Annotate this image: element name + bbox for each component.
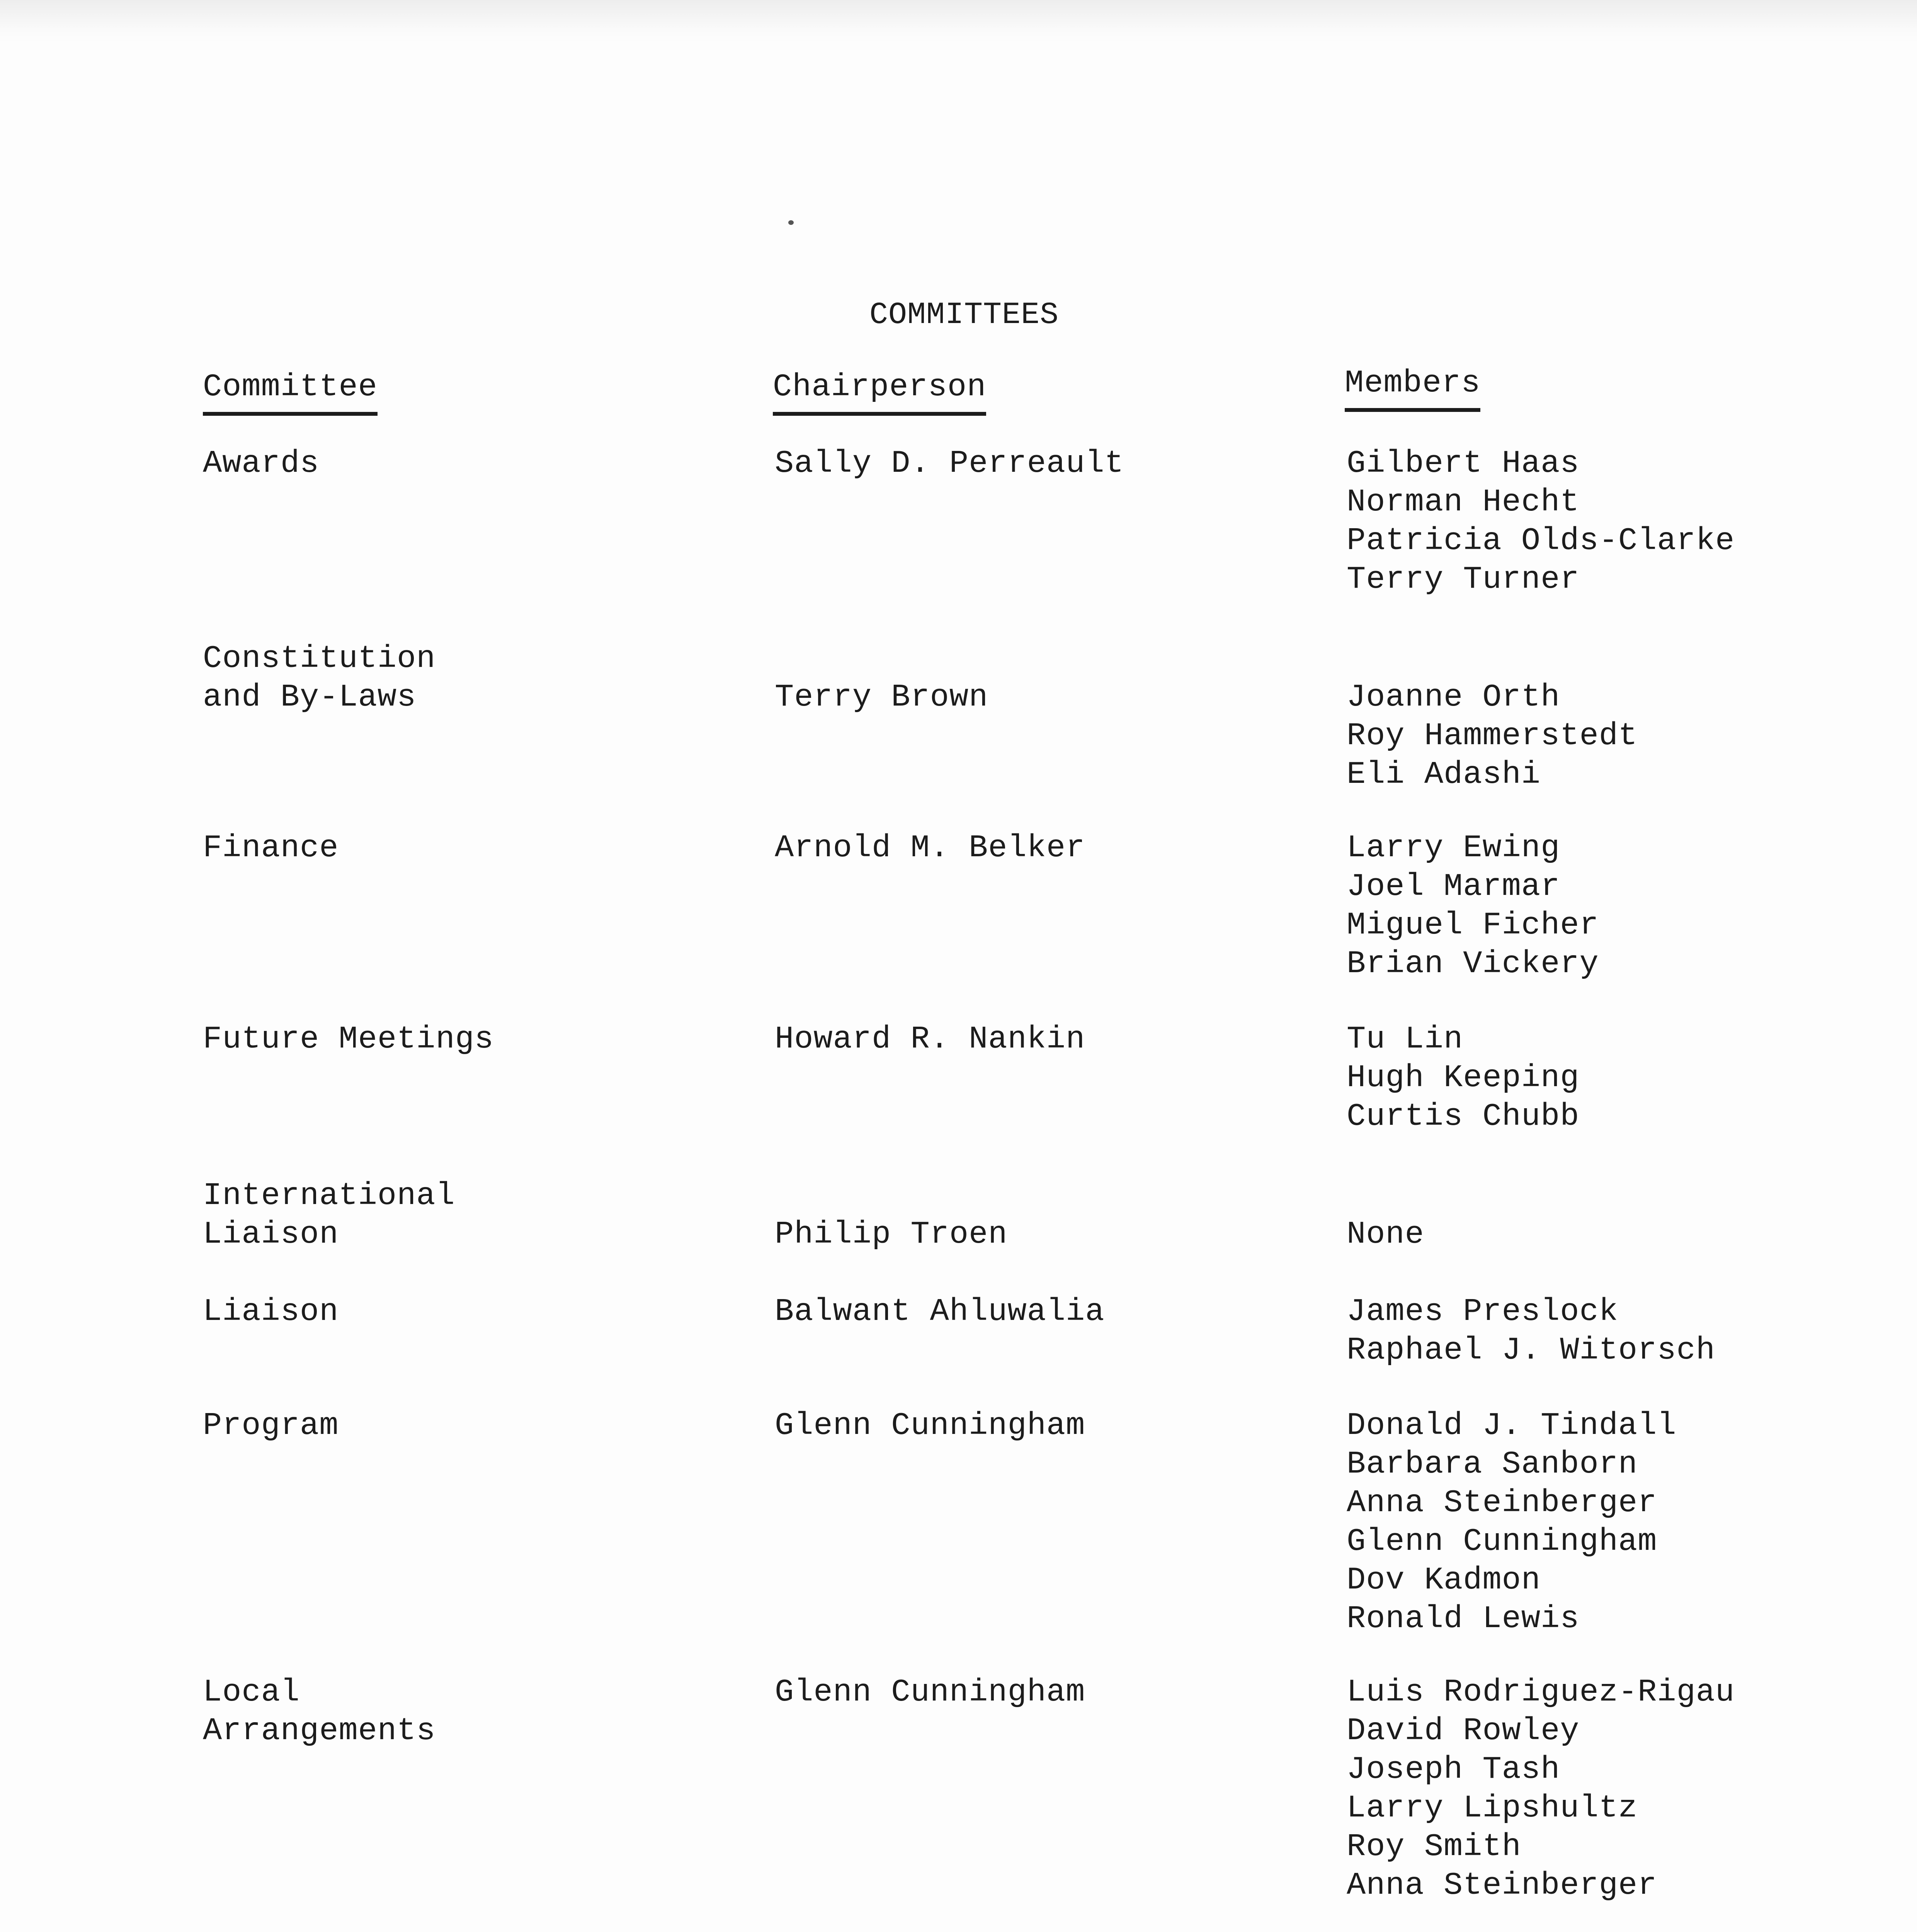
member-name: Barbara Sanborn — [1347, 1446, 1638, 1482]
member-name: Miguel Ficher — [1347, 907, 1599, 943]
member-name: Joseph Tash — [1347, 1752, 1560, 1787]
member-name: Brian Vickery — [1347, 946, 1599, 982]
header-members: Members — [1345, 365, 1480, 412]
committee-name — [203, 1293, 338, 1331]
member-name: Anna Steinberger — [1347, 1867, 1657, 1903]
member-name: None — [1347, 1216, 1424, 1252]
committee-name-line: Future Meetings — [203, 1021, 494, 1057]
member-name: Larry Ewing — [1347, 830, 1560, 866]
member-name: Ronald Lewis — [1347, 1601, 1580, 1637]
committee-name-line: Liaison — [203, 1294, 339, 1330]
committee-name-line: Liaison — [203, 1216, 339, 1252]
member-name: Tu Lin — [1347, 1021, 1463, 1057]
committee-name-line: and By-Laws — [203, 679, 417, 715]
member-name: James Preslock — [1347, 1294, 1618, 1330]
member-list — [1347, 1406, 1677, 1638]
member-name: Donald J. Tindall — [1347, 1408, 1677, 1444]
member-name: Dov Kadmon — [1347, 1562, 1541, 1598]
member-list — [1347, 1020, 1580, 1136]
chairperson: Glenn Cunningham — [775, 1408, 1085, 1444]
header-committee: Committee — [203, 369, 378, 416]
committee-name-line: Local — [203, 1674, 300, 1710]
chairperson: Howard R. Nankin — [775, 1021, 1085, 1057]
member-name: Luis Rodriguez-Rigau — [1347, 1674, 1735, 1710]
member-name: Gilbert Haas — [1347, 446, 1580, 481]
committee-name — [203, 639, 436, 717]
committee-name — [203, 1177, 455, 1254]
member-name: Roy Hammerstedt — [1347, 718, 1638, 754]
member-name: Terry Turner — [1347, 561, 1580, 597]
member-list — [1347, 829, 1599, 983]
committee-name — [203, 1673, 436, 1750]
chairperson: Glenn Cunningham — [775, 1674, 1085, 1710]
member-name: Roy Smith — [1347, 1829, 1521, 1865]
header-chairperson: Chairperson — [773, 369, 986, 416]
committee-name-line: Awards — [203, 446, 320, 481]
committee-name — [203, 444, 319, 483]
committee-name — [203, 829, 338, 867]
member-name: Norman Hecht — [1347, 484, 1580, 520]
member-name: Hugh Keeping — [1347, 1060, 1580, 1096]
member-list — [1347, 678, 1638, 794]
member-name: Patricia Olds-Clarke — [1347, 523, 1735, 559]
committee-name-line: Constitution — [203, 641, 436, 677]
committee-name-line: Arrangements — [203, 1713, 436, 1749]
member-list — [1347, 1293, 1715, 1370]
committee-name-line: Finance — [203, 830, 339, 866]
chairperson: Balwant Ahluwalia — [775, 1294, 1105, 1330]
scan-speck — [788, 220, 794, 225]
member-name: Anna Steinberger — [1347, 1485, 1657, 1521]
member-list — [1347, 444, 1735, 599]
chairperson: Sally D. Perreault — [775, 446, 1124, 481]
member-name: Curtis Chubb — [1347, 1099, 1580, 1134]
member-name: Raphael J. Witorsch — [1347, 1332, 1715, 1368]
committee-name-line: Program — [203, 1408, 339, 1444]
scan-edge-top — [0, 0, 1917, 43]
member-list — [1347, 1673, 1735, 1905]
chairperson: Terry Brown — [775, 679, 988, 715]
member-name: Joanne Orth — [1347, 679, 1560, 715]
member-name: Eli Adashi — [1347, 757, 1541, 793]
committee-name — [203, 1020, 494, 1059]
committee-name-line: International — [203, 1178, 455, 1214]
member-name: Joel Marmar — [1347, 869, 1560, 905]
chairperson: Arnold M. Belker — [775, 830, 1085, 866]
member-name: Larry Lipshultz — [1347, 1790, 1638, 1826]
chairperson: Philip Troen — [775, 1216, 1008, 1252]
member-name: David Rowley — [1347, 1713, 1580, 1749]
committee-name — [203, 1406, 338, 1445]
member-name: Glenn Cunningham — [1347, 1524, 1657, 1560]
member-list — [1347, 1215, 1424, 1254]
page-title: COMMITTEES — [869, 298, 1059, 333]
